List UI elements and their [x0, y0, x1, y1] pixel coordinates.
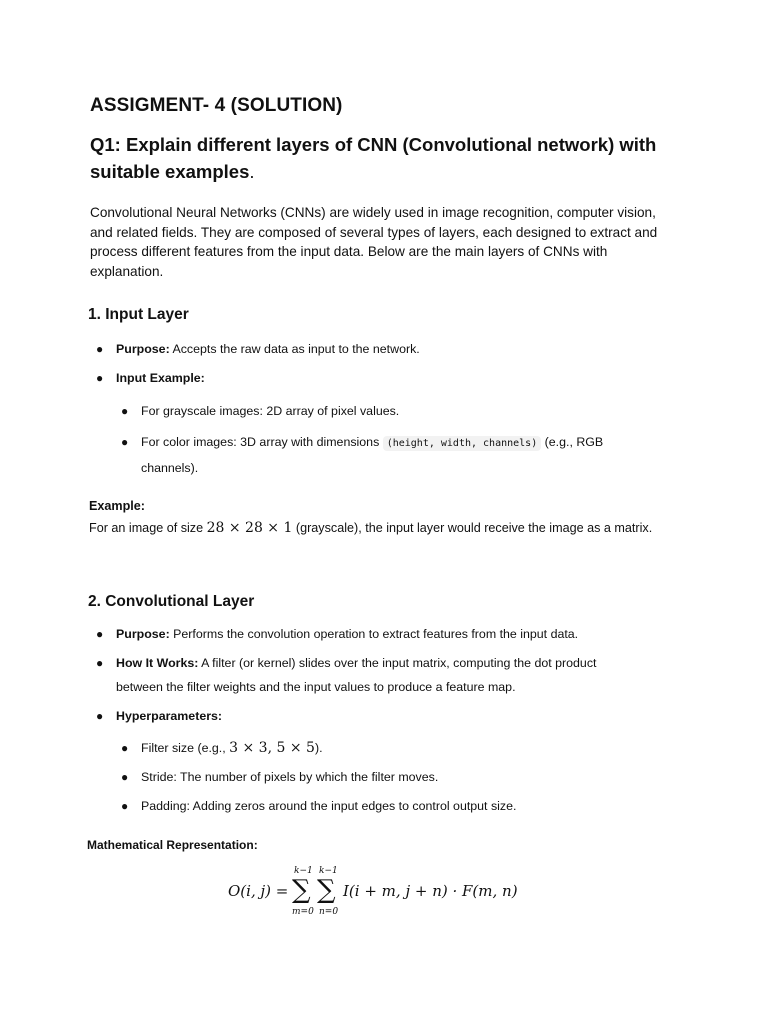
dimensions-code: (height, width, channels): [383, 436, 542, 451]
how-label: How It Works:: [116, 656, 199, 670]
bullet-dot: ●: [121, 741, 129, 755]
conv-purpose-label: Purpose:: [116, 627, 170, 641]
list-item-grayscale: [121, 399, 641, 423]
sum-lower-limit-n: n=0: [319, 907, 339, 917]
filter-prefix: Filter size (e.g.,: [141, 741, 230, 755]
list-item-color: [121, 430, 621, 480]
sum-upper-limit-m: k−1: [294, 866, 313, 876]
question-heading: [90, 131, 690, 185]
filter-math: 3 × 3, 5 × 5: [229, 740, 315, 756]
bullet-dot: ●: [121, 435, 129, 449]
example-heading: Example:: [89, 499, 145, 513]
bullet-dot: ●: [96, 709, 104, 723]
color-text-prefix: For color images: 3D array with dimensions: [141, 435, 383, 449]
purpose-label: Purpose:: [116, 342, 170, 356]
padding-text: Padding: Adding zeros around the input edges to control output size.: [141, 799, 517, 813]
equation-rhs: I(i + m, j + n) · F(m, n): [343, 882, 518, 900]
sum-symbol-m: ∑: [292, 875, 311, 905]
convolution-equation: [228, 866, 548, 926]
example-math: 28 × 28 × 1: [206, 520, 293, 536]
bullet-dot: ●: [121, 770, 129, 784]
bullet-dot: ●: [121, 799, 129, 813]
sum-lower-limit-m: m=0: [292, 907, 314, 917]
how-text: A filter (or kernel) slides over the input matrix, computing the dot product between the filter weights and the input values to produce a feature map.: [116, 656, 597, 694]
example-text: [89, 520, 729, 536]
hyper-label: Hyperparameters:: [116, 709, 223, 723]
list-item-padding: [121, 794, 641, 818]
bullet-dot: ●: [121, 404, 129, 418]
purpose-text: Accepts the raw data as input to the network.: [169, 342, 420, 356]
bullet-dot: ●: [96, 627, 104, 641]
sum-upper-limit-n: k−1: [319, 866, 338, 876]
list-item-filter-size: [121, 736, 641, 760]
list-item-conv-purpose: [96, 622, 656, 646]
equation-lhs: O(i, j) =: [228, 882, 289, 900]
filter-suffix: ).: [314, 741, 323, 755]
question-text: Q1: Explain different layers of CNN (Convolutional network) with suitable examples: [90, 134, 657, 182]
intro-paragraph: Convolutional Neural Networks (CNNs) are widely used in image recognition, computer vision, and related fields. They are composed of several types of layers, each designed to extract and process different features from the input data. Below are the main layers of CNNs with explanation.: [90, 205, 658, 279]
grayscale-text: For grayscale images: 2D array of pixel values.: [141, 404, 400, 418]
list-item-input-example: [96, 366, 656, 390]
list-item-stride: [121, 765, 641, 789]
stride-text: Stride: The number of pixels by which the filter moves.: [141, 770, 439, 784]
example-suffix: (grayscale), the input layer would receive the image as a matrix.: [292, 521, 653, 535]
bullet-dot: ●: [96, 371, 104, 385]
color-text-suffix: (e.g., RGB channels).: [141, 435, 604, 475]
example-prefix: For an image of size: [89, 521, 207, 535]
section-heading-input-layer: 1. Input Layer: [88, 306, 189, 323]
question-period: .: [249, 161, 255, 182]
input-example-label: Input Example:: [116, 371, 205, 385]
math-representation-heading: Mathematical Representation:: [87, 838, 258, 852]
section-heading-convolutional-layer: 2. Convolutional Layer: [88, 593, 255, 610]
bullet-dot: ●: [96, 656, 104, 670]
bullet-dot: ●: [96, 342, 104, 356]
conv-purpose-text: Performs the convolution operation to extract features from the input data.: [169, 627, 579, 641]
sum-symbol-n: ∑: [317, 875, 336, 905]
list-item-hyperparameters: [96, 704, 656, 728]
list-item-how-it-works: [96, 651, 626, 699]
list-item-purpose: [96, 337, 656, 361]
document-title: ASSIGMENT- 4 (SOLUTION): [90, 95, 343, 116]
